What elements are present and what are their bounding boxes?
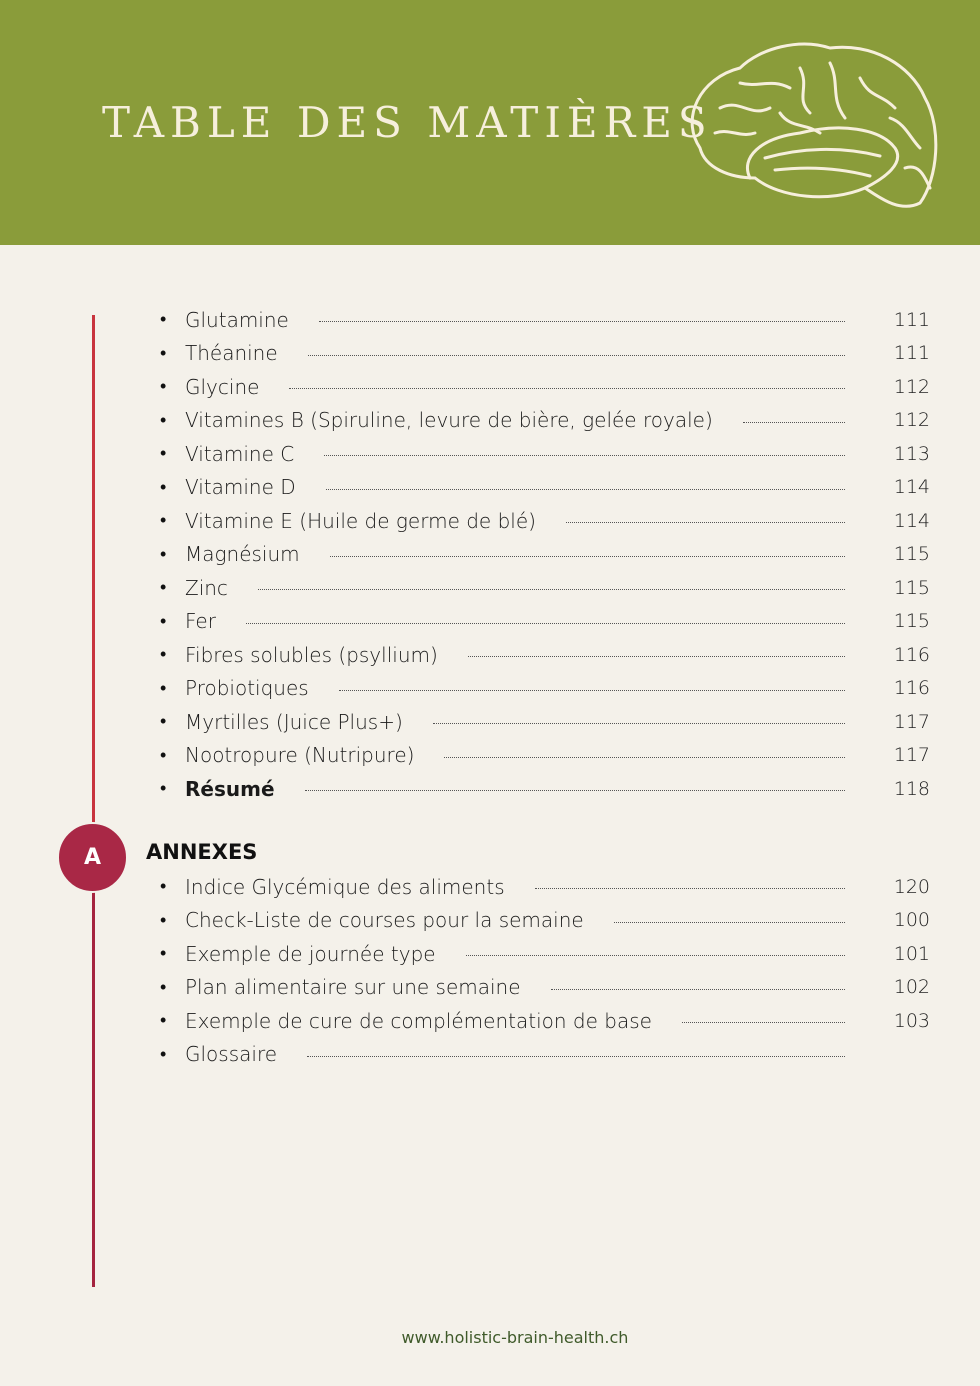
toc-entry[interactable] bbox=[160, 1038, 930, 1072]
toc-entry[interactable] bbox=[160, 437, 930, 471]
page-number: 114 bbox=[893, 476, 930, 499]
page-number: 120 bbox=[893, 875, 930, 898]
page-number: 103 bbox=[893, 1009, 930, 1032]
entry-label: Glutamine bbox=[185, 307, 289, 332]
entry-label: Indice Glycémique des aliments bbox=[185, 874, 505, 899]
toc-entry[interactable] bbox=[160, 672, 930, 706]
entry-label: Exemple de cure de complémentation de base bbox=[185, 1008, 652, 1033]
dotted-leader bbox=[289, 388, 845, 389]
page-title: TABLE DES MATIÈRES bbox=[102, 98, 713, 147]
page-number: 115 bbox=[893, 610, 930, 633]
bullet-icon: • bbox=[160, 677, 167, 699]
page-number: 102 bbox=[893, 976, 930, 999]
entry-label: Zinc bbox=[185, 575, 228, 600]
bullet-icon: • bbox=[160, 376, 167, 398]
toc-list bbox=[160, 303, 930, 806]
toc-entry[interactable] bbox=[160, 337, 930, 371]
bullet-icon: • bbox=[160, 610, 167, 632]
toc-entry[interactable] bbox=[160, 705, 930, 739]
bullet-icon: • bbox=[160, 644, 167, 666]
bullet-icon: • bbox=[160, 1010, 167, 1032]
bullet-icon: • bbox=[160, 976, 167, 998]
dotted-leader bbox=[319, 321, 845, 322]
dotted-leader bbox=[682, 1022, 845, 1023]
entry-label: Myrtilles (Juice Plus+) bbox=[185, 709, 403, 734]
page-number: 115 bbox=[893, 543, 930, 566]
bullet-icon: • bbox=[160, 744, 167, 766]
page-number: 111 bbox=[893, 308, 930, 331]
entry-label: Glossaire bbox=[185, 1042, 278, 1067]
entry-label: Nootropure (Nutripure) bbox=[185, 743, 415, 768]
bullet-icon: • bbox=[160, 909, 167, 931]
entry-label: Fer bbox=[185, 609, 216, 634]
toc-entry[interactable] bbox=[160, 772, 930, 806]
bullet-icon: • bbox=[160, 510, 167, 532]
page-number: 111 bbox=[893, 342, 930, 365]
entry-label: Théanine bbox=[185, 341, 278, 366]
toc-entry[interactable] bbox=[160, 538, 930, 572]
dotted-leader bbox=[468, 656, 845, 657]
page-number: 117 bbox=[893, 744, 930, 767]
toc-entry[interactable] bbox=[160, 471, 930, 505]
entry-label: Probiotiques bbox=[185, 676, 309, 701]
annex-heading: ANNEXES bbox=[146, 840, 258, 864]
bullet-icon: • bbox=[160, 543, 167, 565]
dotted-leader bbox=[246, 623, 845, 624]
entry-label: Exemple de journée type bbox=[185, 941, 436, 966]
page-number: 117 bbox=[893, 710, 930, 733]
entry-label: Vitamine D bbox=[185, 475, 296, 500]
dotted-leader bbox=[433, 723, 845, 724]
dotted-leader bbox=[535, 888, 845, 889]
page-number: 101 bbox=[893, 942, 930, 965]
entry-label: Résumé bbox=[185, 776, 275, 801]
entry-label: Magnésium bbox=[185, 542, 300, 567]
dotted-leader bbox=[330, 556, 845, 557]
toc-entry[interactable] bbox=[160, 638, 930, 672]
dotted-leader bbox=[466, 955, 845, 956]
page-number: 116 bbox=[893, 677, 930, 700]
dotted-leader bbox=[308, 355, 845, 356]
brain-icon bbox=[680, 38, 942, 213]
bullet-icon: • bbox=[160, 443, 167, 465]
page-number: 115 bbox=[893, 576, 930, 599]
toc-entry[interactable] bbox=[160, 605, 930, 639]
entry-label: Vitamines B (Spiruline, levure de bière, gelée royale) bbox=[185, 408, 713, 433]
toc-entry[interactable] bbox=[160, 739, 930, 773]
entry-label: Plan alimentaire sur une semaine bbox=[185, 975, 521, 1000]
toc-entry[interactable] bbox=[160, 303, 930, 337]
toc-entry[interactable] bbox=[160, 571, 930, 605]
page-number: 100 bbox=[893, 909, 930, 932]
footer-url[interactable]: www.holistic-brain-health.ch bbox=[401, 1328, 629, 1347]
bullet-icon: • bbox=[160, 876, 167, 898]
toc-entry[interactable] bbox=[160, 404, 930, 438]
bullet-icon: • bbox=[160, 309, 167, 331]
bullet-icon: • bbox=[160, 476, 167, 498]
toc-entry[interactable] bbox=[160, 504, 930, 538]
toc-entry[interactable] bbox=[160, 971, 930, 1005]
page-number: 112 bbox=[893, 375, 930, 398]
bullet-icon: • bbox=[160, 577, 167, 599]
entry-label: Vitamine E (Huile de germe de blé) bbox=[185, 508, 536, 533]
dotted-leader bbox=[444, 757, 845, 758]
bullet-icon: • bbox=[160, 943, 167, 965]
entry-label: Vitamine C bbox=[185, 441, 295, 466]
dotted-leader bbox=[743, 422, 845, 423]
entry-label: Check-Liste de courses pour la semaine bbox=[185, 908, 584, 933]
toc-entry[interactable] bbox=[160, 1004, 930, 1038]
page-number: 118 bbox=[893, 777, 930, 800]
entry-label: Fibres solubles (psyllium) bbox=[185, 642, 438, 667]
section-marker: A bbox=[57, 822, 128, 893]
dotted-leader bbox=[339, 690, 845, 691]
annex-list bbox=[160, 870, 930, 1071]
dotted-leader bbox=[614, 922, 845, 923]
bullet-icon: • bbox=[160, 711, 167, 733]
page-number: 116 bbox=[893, 643, 930, 666]
dotted-leader bbox=[258, 589, 845, 590]
page-number: 114 bbox=[893, 509, 930, 532]
bullet-icon: • bbox=[160, 409, 167, 431]
dotted-leader bbox=[305, 790, 845, 791]
page-number: 112 bbox=[893, 409, 930, 432]
dotted-leader bbox=[551, 989, 845, 990]
toc-entry[interactable] bbox=[160, 870, 930, 904]
header-banner bbox=[0, 0, 980, 245]
dotted-leader bbox=[324, 455, 845, 456]
page-number: 113 bbox=[893, 442, 930, 465]
dotted-leader bbox=[326, 489, 845, 490]
bullet-icon: • bbox=[160, 1043, 167, 1065]
bullet-icon: • bbox=[160, 342, 167, 364]
timeline-line bbox=[92, 315, 95, 1287]
entry-label: Glycine bbox=[185, 374, 260, 399]
toc-entry[interactable] bbox=[160, 370, 930, 404]
dotted-leader bbox=[307, 1056, 845, 1057]
dotted-leader bbox=[566, 522, 845, 523]
bullet-icon: • bbox=[160, 778, 167, 800]
toc-entry[interactable] bbox=[160, 904, 930, 938]
toc-entry[interactable] bbox=[160, 937, 930, 971]
